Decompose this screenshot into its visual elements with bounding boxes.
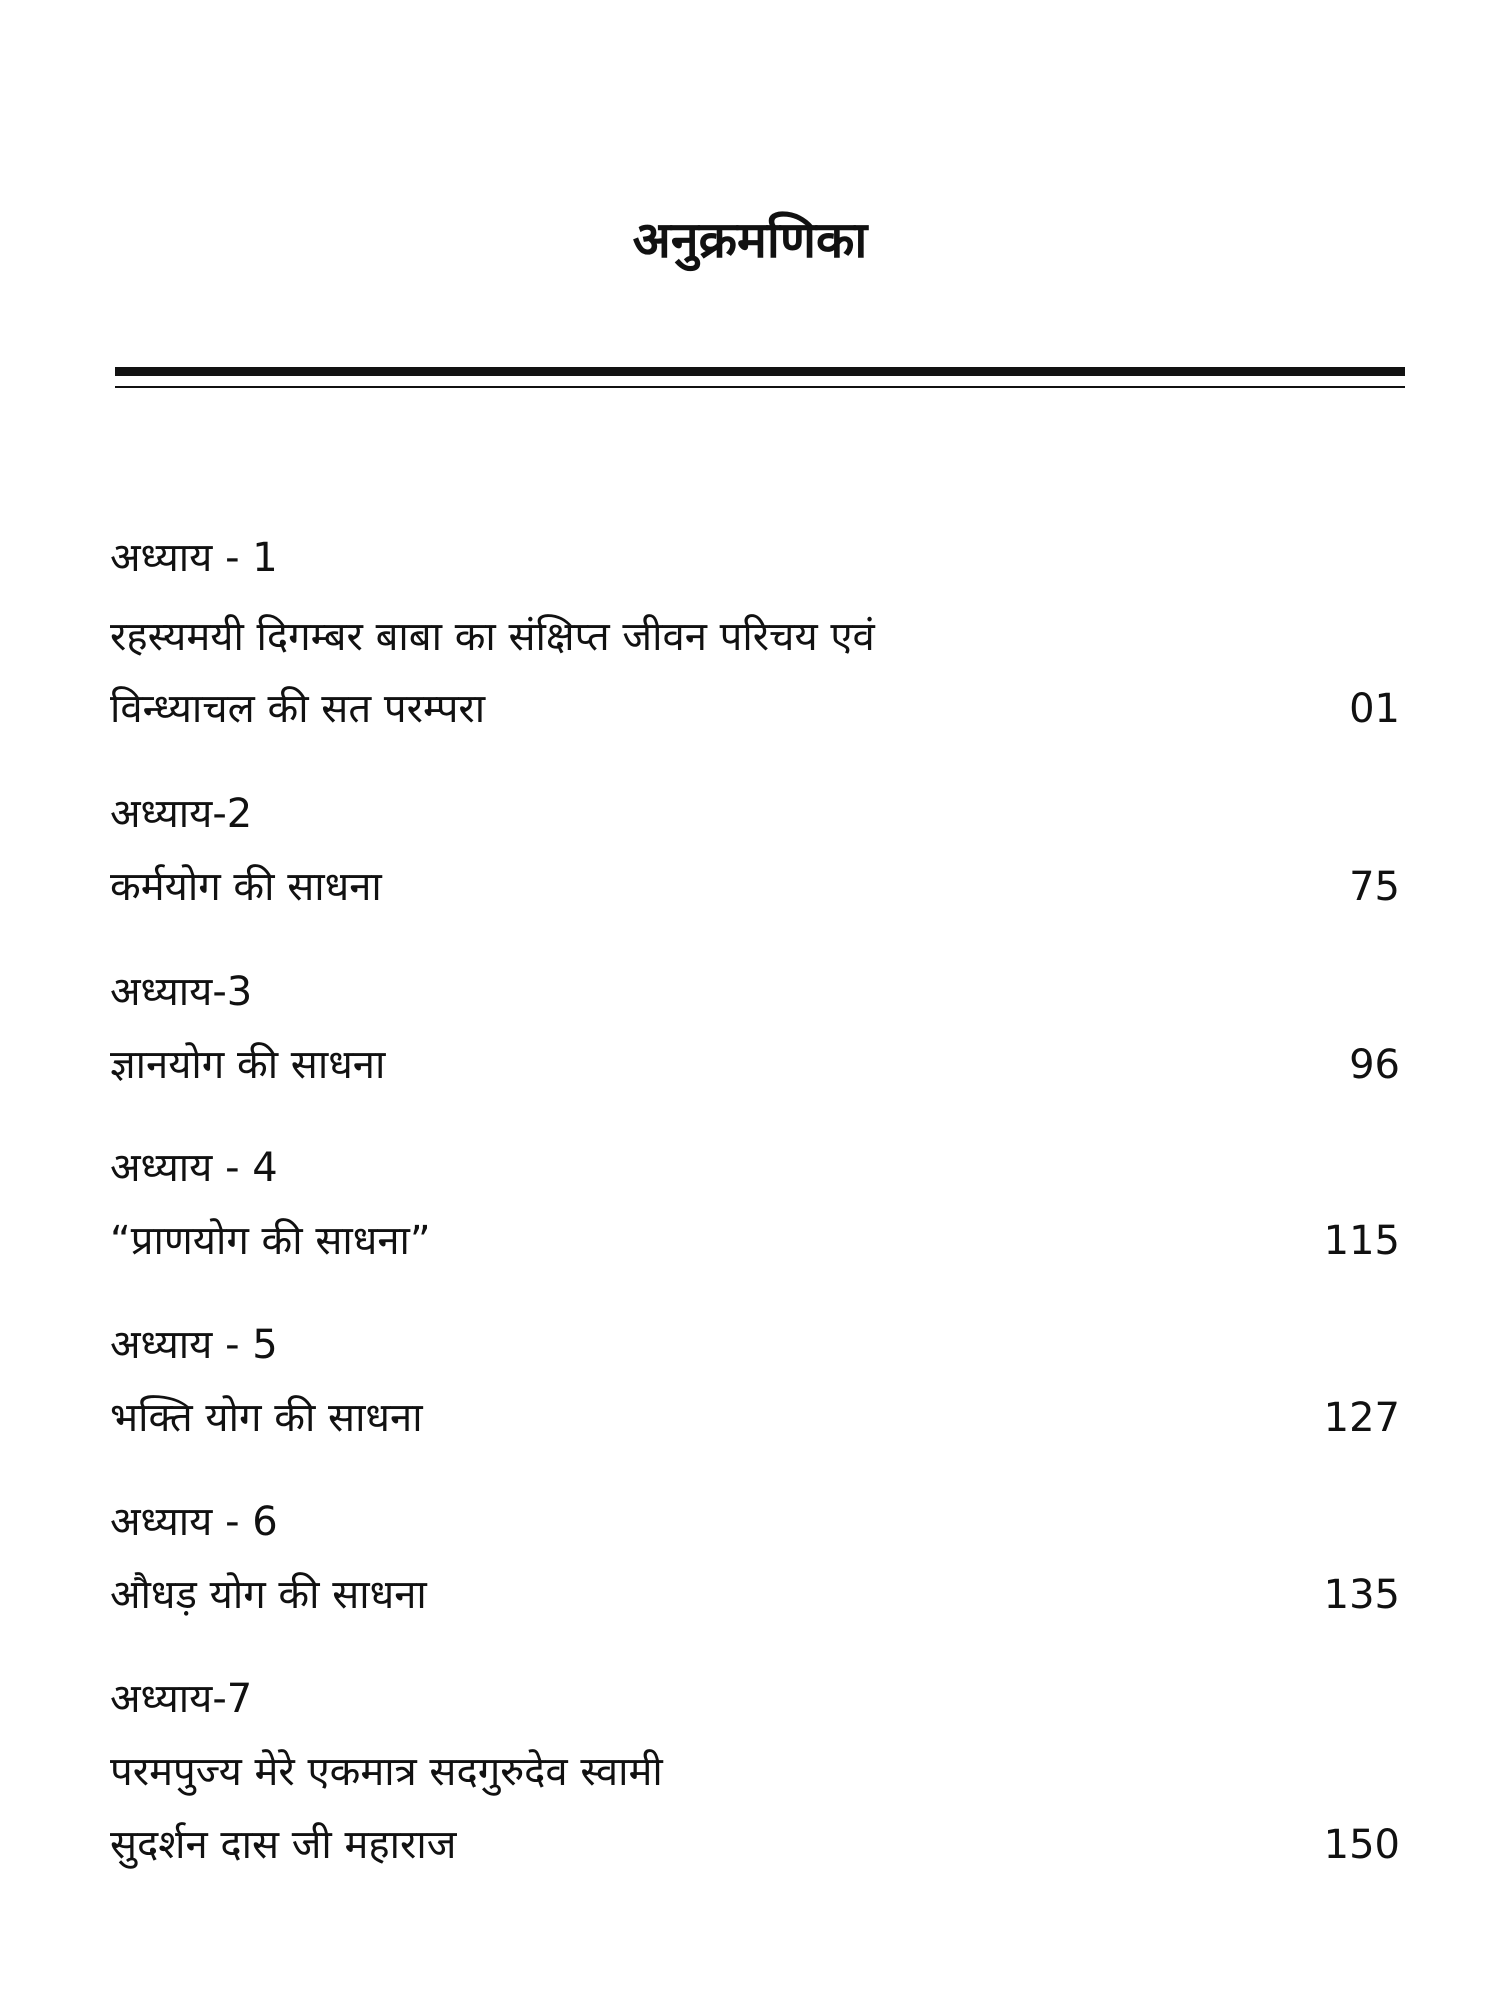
page-number: 96 [1349,1042,1400,1088]
page-number: 135 [1323,1572,1400,1618]
page-title: अनुक्रमणिका [632,211,868,269]
chapter-title-line: विन्ध्याचल की सत परम्परा [110,686,486,732]
chapter-label: अध्याय-7 [110,1676,253,1722]
chapter-label: अध्याय - 4 [110,1145,278,1191]
page-number: 115 [1323,1218,1400,1264]
chapter-title-line: “प्राणयोग की साधना” [110,1218,431,1264]
chapter-title-line: कर्मयोग की साधना [110,864,382,910]
chapter-label: अध्याय - 1 [110,535,278,581]
chapter-label: अध्याय-2 [110,791,253,837]
chapter-title-line: औधड़ योग की साधना [110,1572,427,1618]
page-number: 75 [1349,864,1400,910]
chapter-label: अध्याय - 6 [110,1499,278,1545]
page-number: 150 [1323,1822,1400,1868]
chapter-label: अध्याय-3 [110,969,253,1015]
page-number: 127 [1323,1395,1400,1441]
chapter-label: अध्याय - 5 [110,1322,278,1368]
chapter-title-line: परमपुज्य मेरे एकमात्र सदगुरुदेव स्वामी [110,1749,663,1795]
title-divider-thin [115,386,1405,388]
chapter-title-line: रहस्यमयी दिगम्बर बाबा का संक्षिप्त जीवन परिचय एवं [110,614,875,660]
chapter-title-line: भक्ति योग की साधना [110,1395,423,1441]
chapter-title-line: सुदर्शन दास जी महाराज [110,1822,457,1868]
page-number: 01 [1349,686,1400,732]
chapter-title-line: ज्ञानयोग की साधना [110,1042,386,1088]
title-divider-thick [115,367,1405,376]
